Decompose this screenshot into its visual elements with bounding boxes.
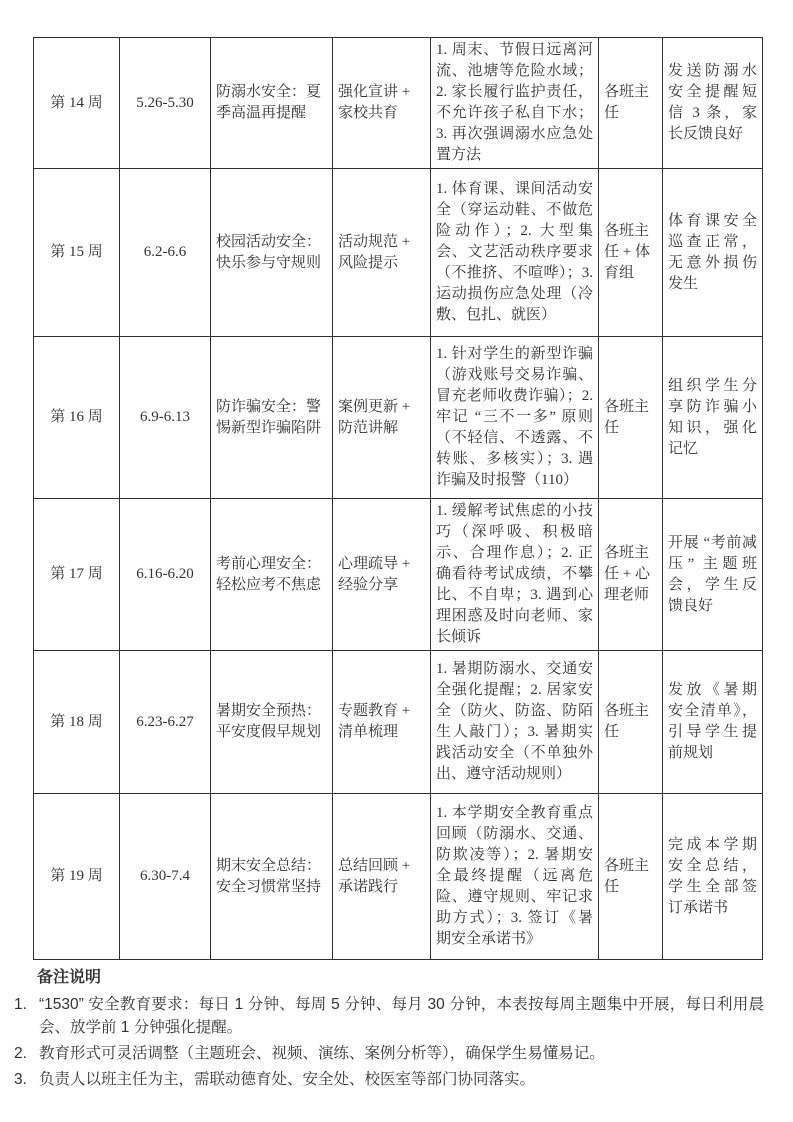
topic-cell: 暑期安全预热：平安度假早规划 (211, 651, 333, 794)
form-cell: 心理疏导 + 经验分享 (333, 499, 431, 651)
owner-cell: 各班主任 (599, 337, 663, 499)
topic-cell: 考前心理安全：轻松应考不焦虑 (211, 499, 333, 651)
form-cell: 案例更新 + 防范讲解 (333, 337, 431, 499)
note-text: “1530” 安全教育要求：每日 1 分钟、每周 5 分钟、每月 30 分钟，本表按每周主题集中开展，每日利用晨会、放学前 1 分钟强化提醒。 (39, 996, 764, 1036)
feedback-cell: 发放《暑期安全清单》，引导学生提前规划 (663, 651, 763, 794)
date-cell: 6.2-6.6 (120, 169, 211, 337)
owner-cell: 各班主任 (599, 38, 663, 169)
week-cell: 第 14 周 (34, 38, 120, 169)
date-cell: 5.26-5.30 (120, 38, 211, 169)
date-cell: 6.16-6.20 (120, 499, 211, 651)
feedback-cell: 开展 “考前减压” 主题班会，学生反馈良好 (663, 499, 763, 651)
table-row (34, 169, 763, 337)
note-text: 负责人以班主任为主，需联动德育处、安全处、校医室等部门协同落实。 (39, 1071, 536, 1088)
feedback-cell: 组织学生分享防诈骗小知识，强化记忆 (663, 337, 763, 499)
content-cell: 1. 体育课、课间活动安全（穿运动鞋、不做危险动作）；2. 大型集会、文艺活动秩序要求（不推挤、不喧哗）；3. 运动损伤应急处理（冷敷、包扎、就医） (431, 169, 599, 337)
note-number: 1. (14, 996, 27, 1013)
table-row (34, 337, 763, 499)
date-cell: 6.9-6.13 (120, 337, 211, 499)
content-cell: 1. 暑期防溺水、交通安全强化提醒；2. 居家安全（防火、防盗、防陌生人敲门）；3. 暑期实践活动安全（不单独外出、遵守活动规则） (431, 651, 599, 794)
table-row (34, 651, 763, 794)
content-cell: 1. 针对学生的新型诈骗（游戏账号交易诈骗、冒充老师收费诈骗）；2. 牢记 “三不一多” 原则（不轻信、不透露、不转账、多核实）；3. 遇诈骗及时报警（110） (431, 337, 599, 499)
owner-cell: 各班主任 (599, 794, 663, 960)
feedback-cell: 发送防溺水安全提醒短信 3 条，家长反馈良好 (663, 38, 763, 169)
note-item (12, 993, 764, 1039)
week-cell: 第 17 周 (34, 499, 120, 651)
topic-cell: 期末安全总结：安全习惯常坚持 (211, 794, 333, 960)
note-text: 教育形式可灵活调整（主题班会、视频、演练、案例分析等），确保学生易懂易记。 (39, 1045, 605, 1062)
notes-section (12, 966, 764, 1094)
note-item (12, 1068, 764, 1091)
note-number: 2. (14, 1045, 27, 1062)
owner-cell: 各班主任 + 体育组 (599, 169, 663, 337)
table-row (34, 38, 763, 169)
week-cell: 第 19 周 (34, 794, 120, 960)
date-cell: 6.23-6.27 (120, 651, 211, 794)
form-cell: 专题教育 + 清单梳理 (333, 651, 431, 794)
table-row (34, 794, 763, 960)
content-cell: 1. 本学期安全教育重点回顾（防溺水、交通、防欺凌等）；2. 暑期安全最终提醒（远离危险、遵守规则、牢记求助方式）；3. 签订《暑期安全承诺书》 (431, 794, 599, 960)
content-cell: 1. 缓解考试焦虑的小技巧（深呼吸、积极暗示、合理作息）；2. 正确看待考试成绩，不攀比、不自卑；3. 遇到心理困惑及时向老师、家长倾诉 (431, 499, 599, 651)
week-cell: 第 16 周 (34, 337, 120, 499)
form-cell: 强化宣讲 + 家校共育 (333, 38, 431, 169)
owner-cell: 各班主任 (599, 651, 663, 794)
weekly-safety-education-table (33, 37, 763, 960)
note-item (12, 1042, 764, 1065)
form-cell: 总结回顾 + 承诺践行 (333, 794, 431, 960)
feedback-cell: 完成本学期安全总结，学生全部签订承诺书 (663, 794, 763, 960)
owner-cell: 各班主任 + 心理老师 (599, 499, 663, 651)
form-cell: 活动规范 + 风险提示 (333, 169, 431, 337)
feedback-cell: 体育课安全巡查正常，无意外损伤发生 (663, 169, 763, 337)
week-cell: 第 18 周 (34, 651, 120, 794)
content-cell: 1. 周末、节假日远离河流、池塘等危险水域；2. 家长履行监护责任，不允许孩子私自下水；3. 再次强调溺水应急处置方法 (431, 38, 599, 169)
notes-heading: 备注说明 (37, 969, 102, 986)
topic-cell: 防诈骗安全：警惕新型诈骗陷阱 (211, 337, 333, 499)
note-number: 3. (14, 1071, 27, 1088)
date-cell: 6.30-7.4 (120, 794, 211, 960)
topic-cell: 校园活动安全：快乐参与守规则 (211, 169, 333, 337)
topic-cell: 防溺水安全：夏季高温再提醒 (211, 38, 333, 169)
week-cell: 第 15 周 (34, 169, 120, 337)
table-row (34, 499, 763, 651)
